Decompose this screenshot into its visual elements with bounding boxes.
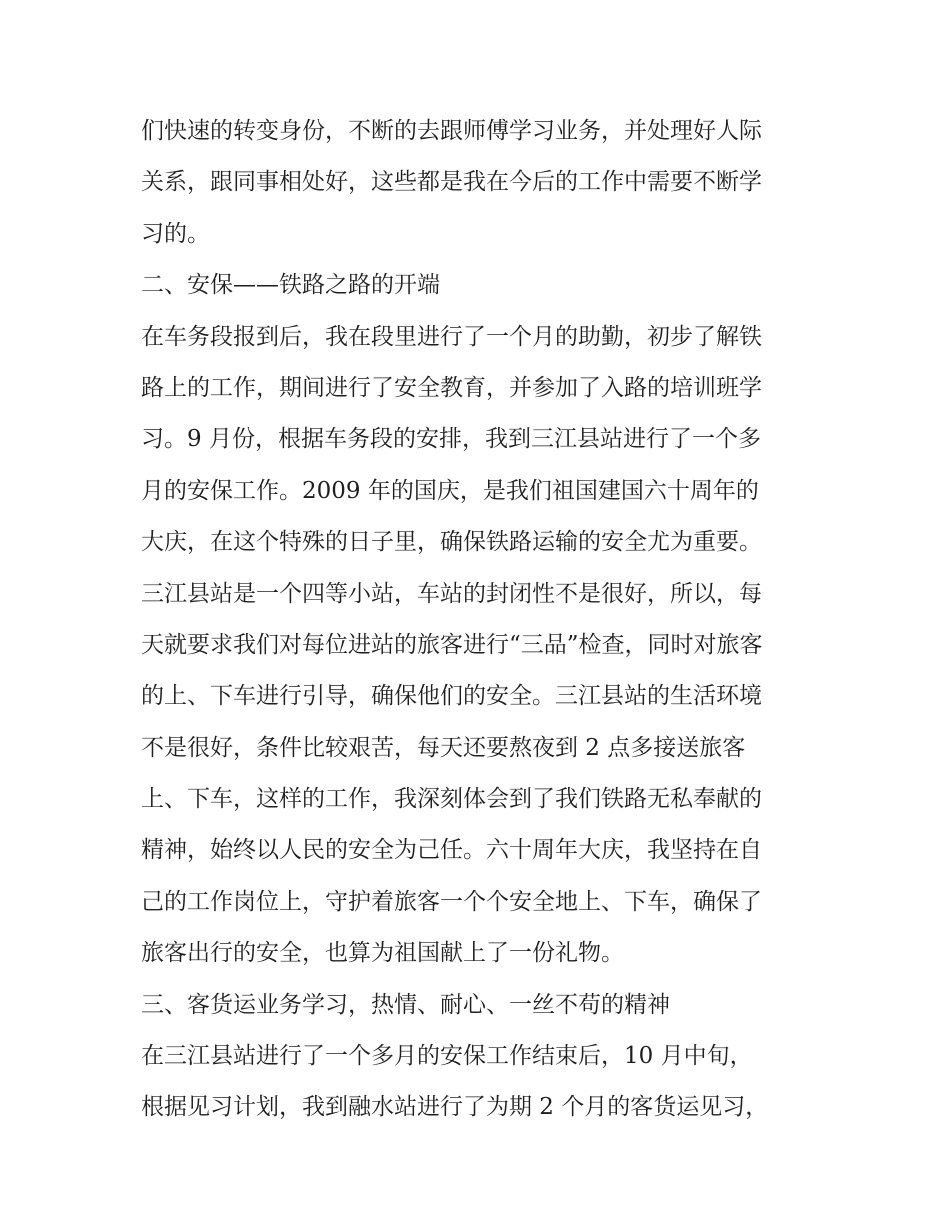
text-line: 天就要求我们对每位进站的旅客进行“三品”检查，同时对旅客 [141,631,763,658]
text-line: 不是很好，条件比较艰苦，每天还要熬夜到 2 点多接送旅客 [141,734,746,761]
text-line: 精神，始终以人民的安全为己任。六十周年大庆，我坚持在自 [141,837,762,864]
text-line: 在车务段报到后，我在段里进行了一个月的助勤，初步了解铁 [141,323,762,350]
text-line: 大庆，在这个特殊的日子里，确保铁路运输的安全尤为重要。 [141,529,762,556]
text-line: 们快速的转变身份，不断的去跟师傅学习业务，并处理好人际 [141,118,762,144]
text-line: 旅客出行的安全，也算为祖国献上了一份礼物。 [141,940,624,967]
text-line: 在三江县站进行了一个多月的安保工作结束后，10 月中旬， [141,1043,753,1070]
section-heading: 三、客货运业务学习，热情、耐心、一丝不苟的精神 [141,991,670,1018]
section-heading: 二、安保——铁路之路的开端 [141,272,440,299]
text-line: 上、下车，这样的工作，我深刻体会到了我们铁路无私奉献的 [141,786,762,813]
text-line: 三江县站是一个四等小站，车站的封闭性不是很好，所以，每 [141,580,762,607]
text-line: 习。9 月份，根据车务段的安排，我到三江县站进行了一个多 [141,426,761,453]
text-line: 习的。 [141,220,210,247]
text-line: 月的安保工作。2009 年的国庆，是我们祖国建国六十周年的 [141,477,759,504]
text-line: 关系，跟同事相处好，这些都是我在今后的工作中需要不断学 [141,169,762,196]
text-line: 己的工作岗位上，守护着旅客一个个安全地上、下车，确保了 [141,888,762,915]
document-body [141,106,821,1134]
text-line: 根据见习计划，我到融水站进行了为期 2 个月的客货运见习， [141,1094,769,1121]
text-line: 路上的工作，期间进行了安全教育，并参加了入路的培训班学 [141,374,762,401]
text-line: 的上、下车进行引导，确保他们的安全。三江县站的生活环境 [141,683,762,710]
